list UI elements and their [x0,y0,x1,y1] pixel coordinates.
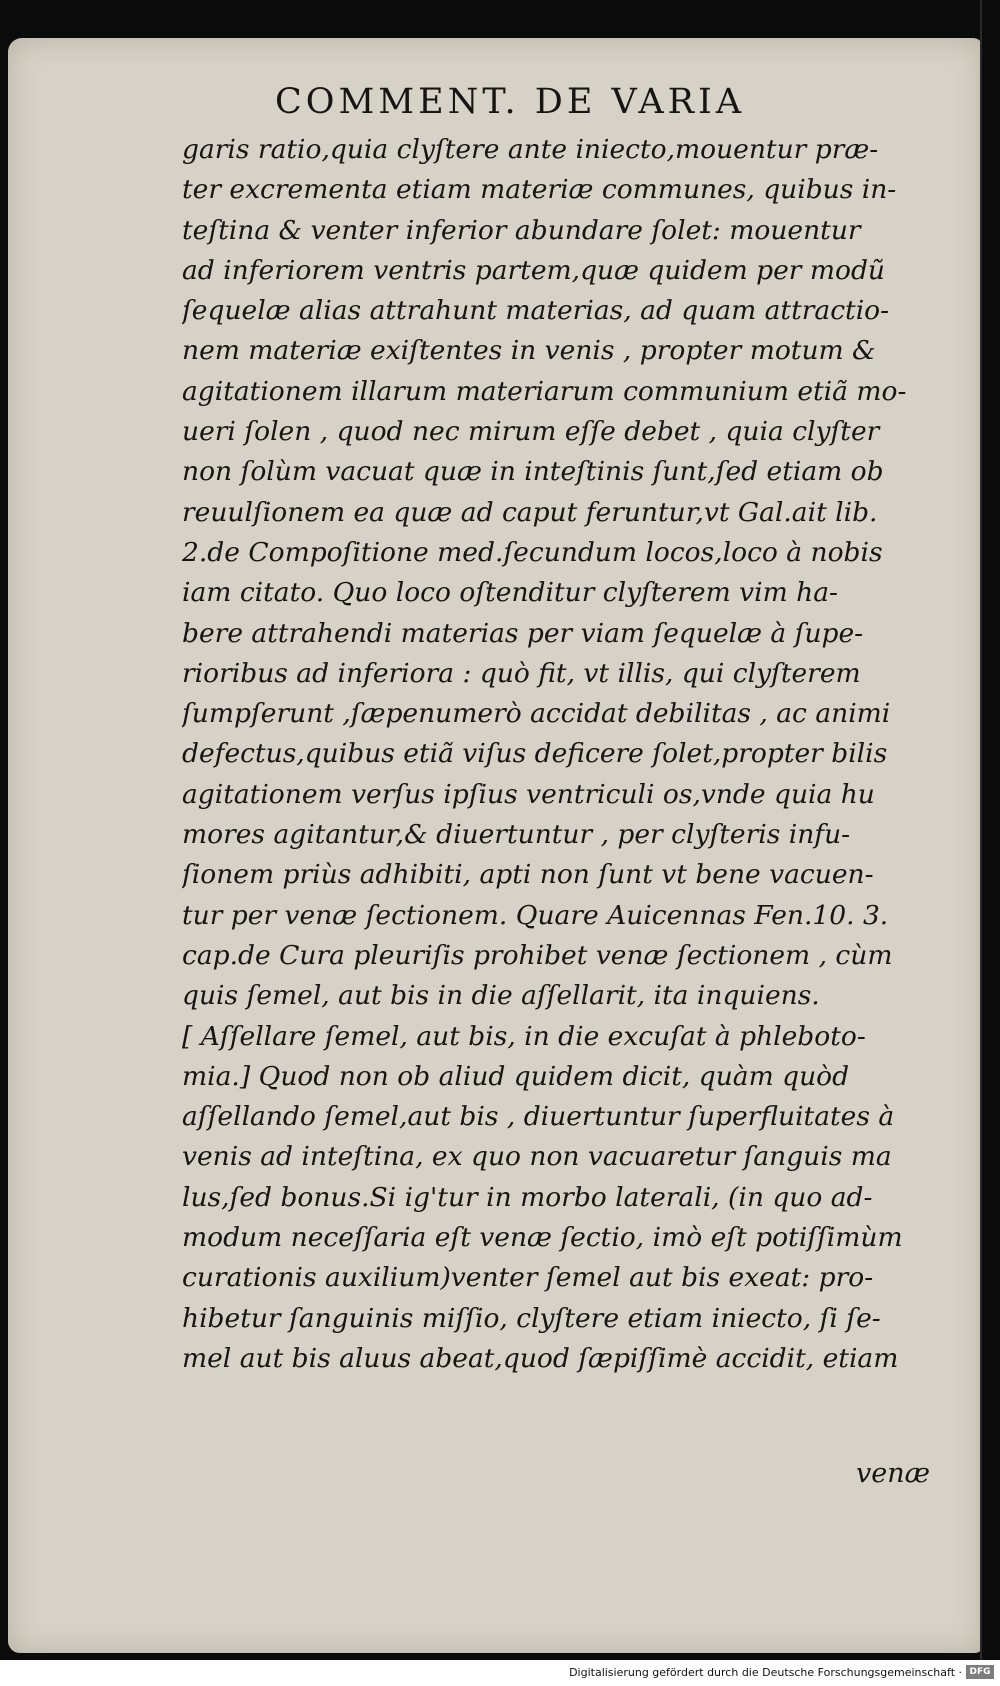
text-line: agitationem verſus ipſius ventriculi os,vnde quia hu [182,778,875,810]
text-line: cap.de Cura pleuriſis prohibet venæ ſectionem , cùm [182,939,893,971]
footer-credit: Digitalisierung gefördert durch die Deutsche Forschungsgemeinschaft · [569,1666,962,1679]
text-line: tur per venæ ſectionem. Quare Auicennas Fen.10. 3. [182,899,889,931]
text-line: reuulſionem ea quæ ad caput feruntur,vt Gal.ait lib. [182,496,878,528]
page-fore-edge [980,0,1000,1660]
text-line: mel aut bis aluus abeat,quod ſæpiſſimè accidit, etiam [182,1342,899,1374]
text-line: aſſellando ſemel,aut bis , diuertuntur ſuperfluitates à [182,1101,895,1133]
text-line: ueri ſolen , quod nec mirum eſſe debet , quia clyſter [182,416,880,448]
text-line: 2.de Compoſitione med.ſecundum locos,loco à nobis [182,536,883,568]
text-line: modum neceſſaria eſt venæ ſectio, imò eſt potiſſimùm [182,1222,903,1254]
text-line: rioribus ad inferiora : quò fit, vt illis, qui clyſterem [182,657,861,689]
text-line: ſequelæ alias attrahunt materias, ad quam attractio- [182,295,890,327]
text-line: agitationem illarum materiarum communium etiã mo- [182,375,907,407]
text-line: defectus,quibus etiã viſus deficere ſolet,propter bilis [182,738,888,770]
text-line: lus,ſed bonus.Si ig'tur in morbo laterali, (in quo ad- [182,1181,873,1213]
running-head: COMMENT. DE VARIA [275,82,746,122]
text-line: venis ad inteſtina, ex quo non vacuaretur ſanguis ma [182,1141,892,1173]
text-block [182,130,962,1379]
text-line: teſtina & venter inferior abundare ſolet: mouentur [182,214,861,246]
text-line: garis ratio,quia clyſtere ante iniecto,mouentur præ- [182,134,879,165]
text-line: mia.] Quod non ob aliud quidem dicit, quàm quòd [182,1060,850,1092]
text-line: mores agitantur,& diuertuntur , per clyſteris infu- [182,819,851,851]
text-line: nem materiæ exiſtentes in venis , propter motum & [182,335,876,367]
text-line: bere attrahendi materias per viam ſequelæ à ſupe- [182,617,864,649]
digitization-footer [0,1660,1000,1686]
catchword: venæ [856,1458,930,1489]
text-line: ſumpſerunt ,ſæpenumerò accidat debilitas , ac animi [182,698,891,730]
text-line: iam citato. Quo loco oſtenditur clyſterem vim ha- [182,577,838,609]
text-line: hibetur ſanguinis miſſio, clyſtere etiam iniecto, ſi ſe- [182,1302,881,1334]
text-line: ter excrementa etiam materiæ communes, quibus in- [182,174,897,206]
dfg-logo: DFG [966,1665,994,1679]
text-line: ſionem priùs adhibiti, apti non ſunt vt bene vacuen- [182,859,874,891]
text-line: [ Aſſellare ſemel, aut bis, in die excuſat à phleboto- [182,1020,866,1052]
text-line: non ſolùm vacuat quæ in inteſtinis ſunt,ſed etiam ob [182,456,884,488]
text-line: quis ſemel, aut bis in die aſſellarit, ita inquiens. [182,980,820,1012]
text-line: curationis auxilium)venter ſemel aut bis exeat: pro- [182,1262,874,1294]
text-line: ad inferiorem ventris partem,quæ quidem per modũ [182,254,885,286]
